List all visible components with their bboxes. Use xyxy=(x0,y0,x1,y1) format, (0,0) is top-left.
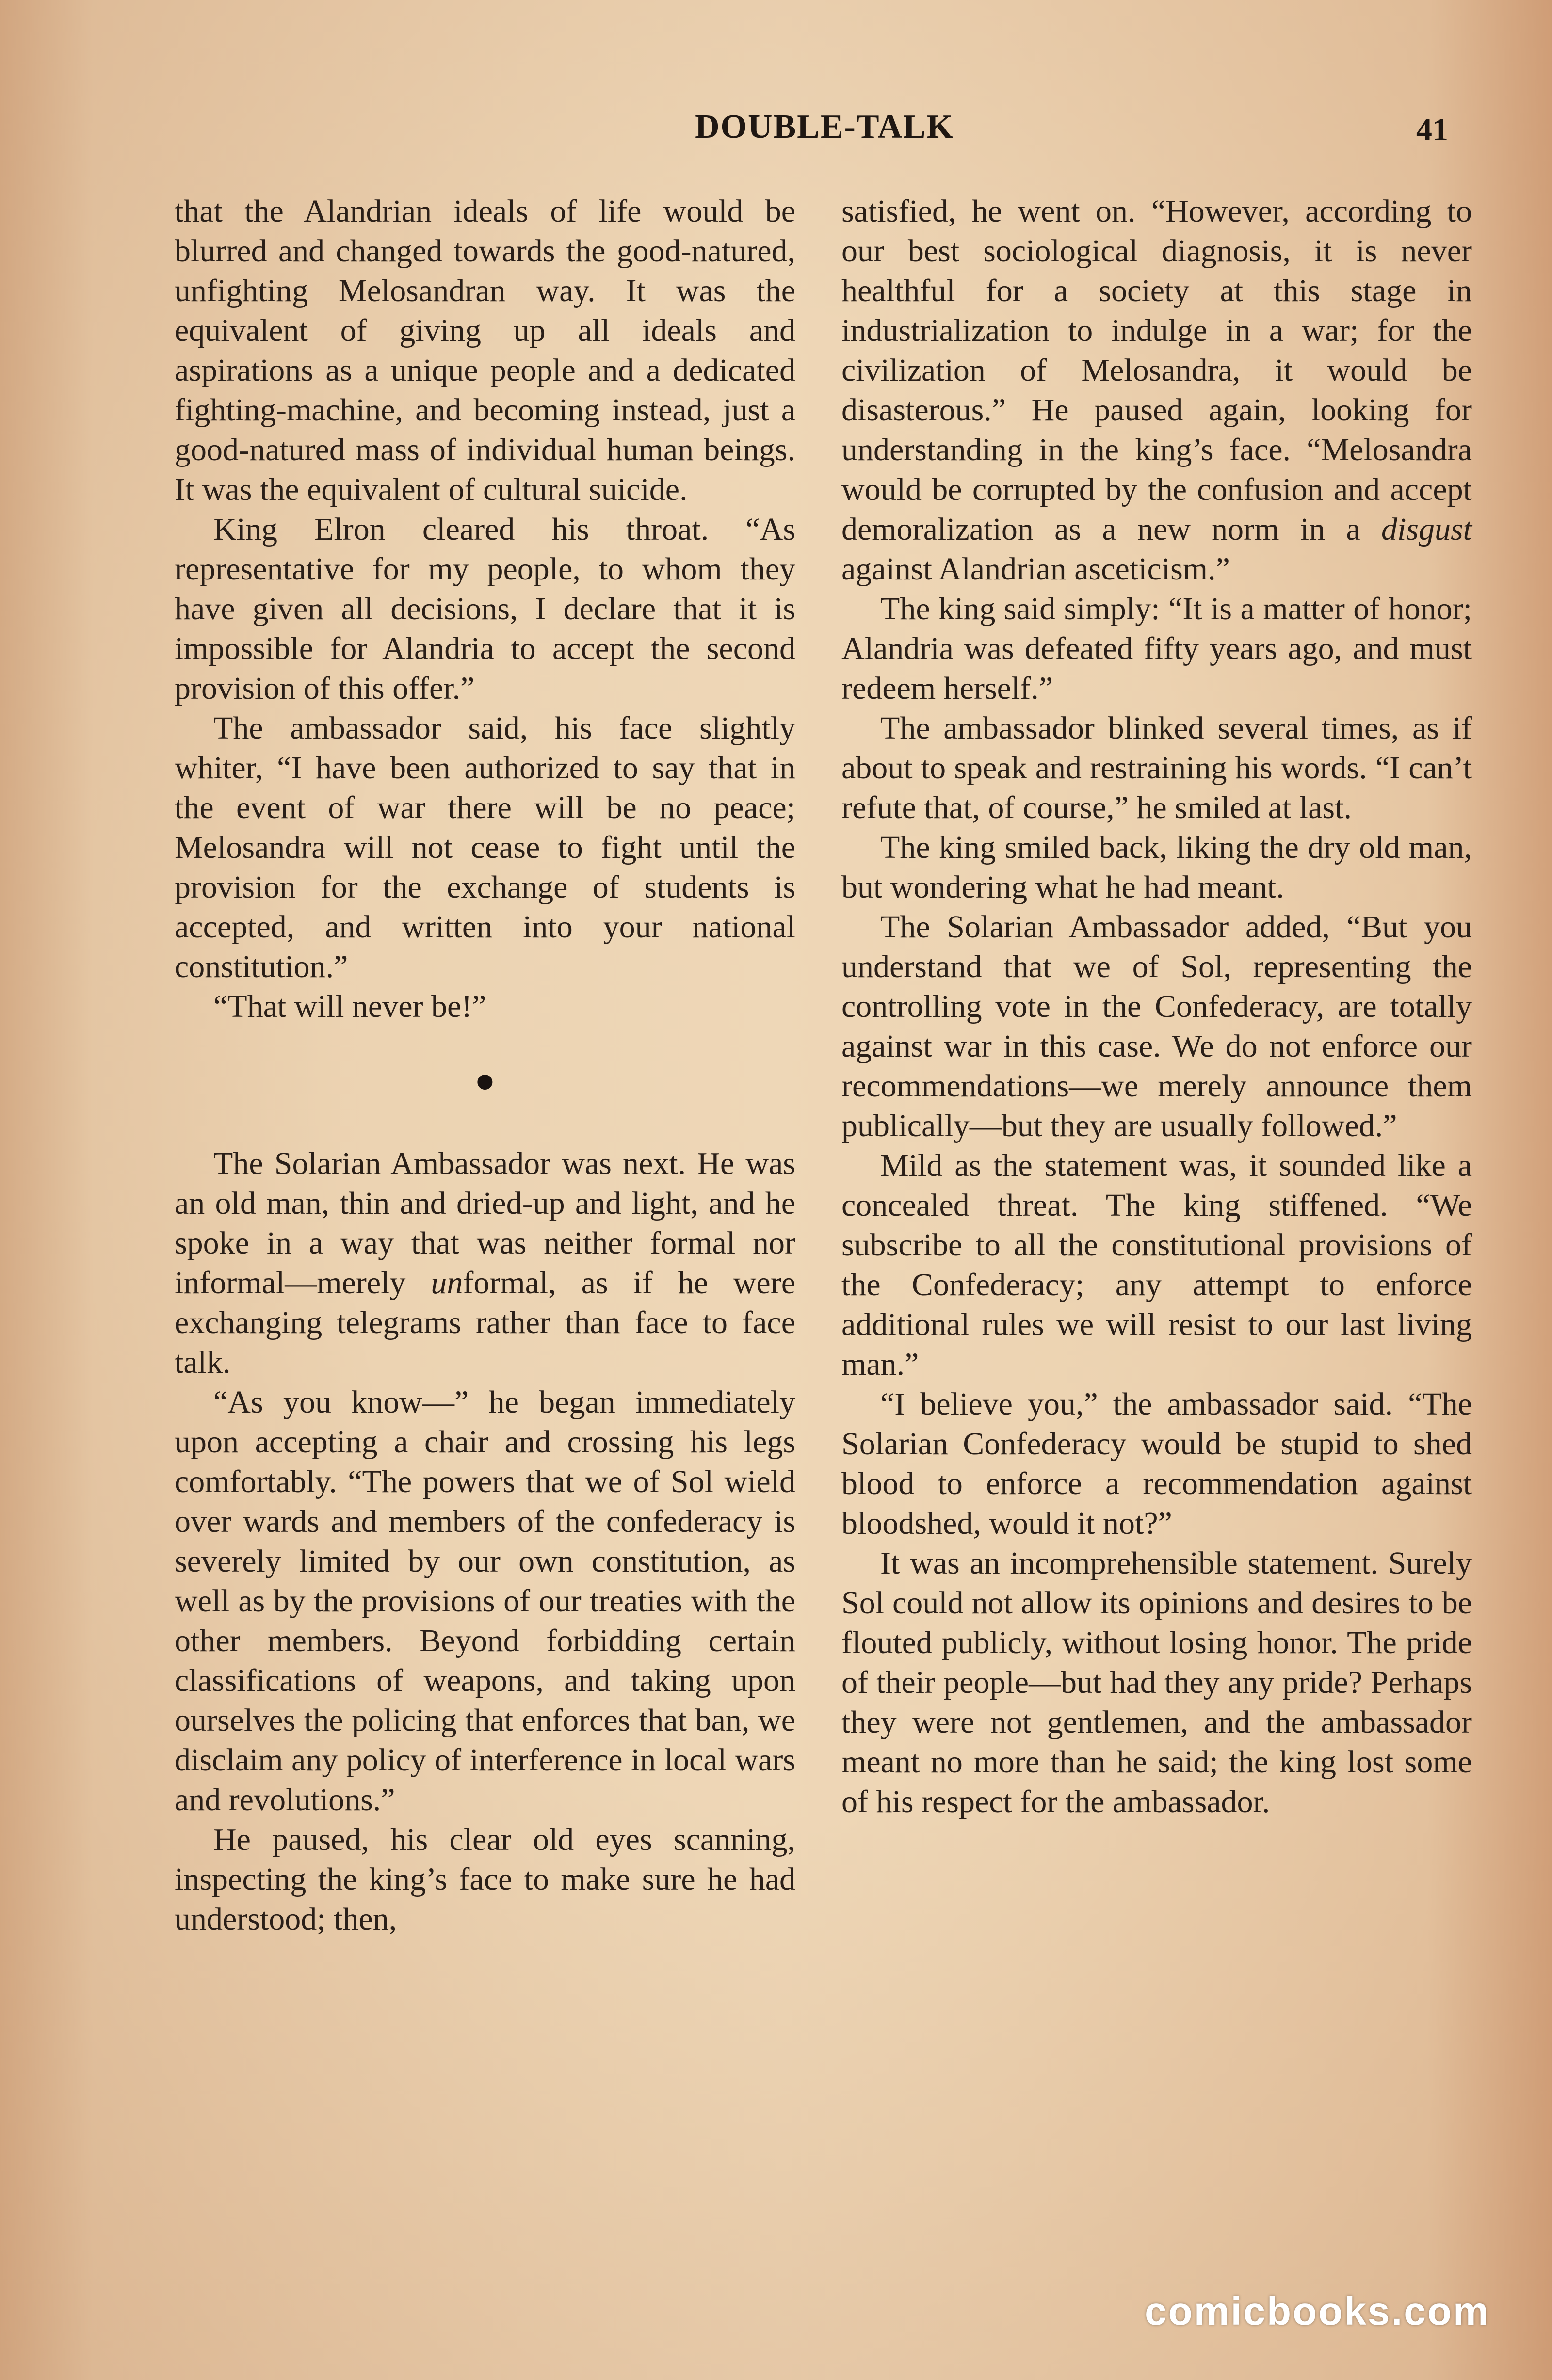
paragraph: “That will never be!” xyxy=(213,989,486,1024)
left-column xyxy=(175,192,795,1939)
site-watermark: comicbooks.com xyxy=(1145,2289,1490,2333)
paragraph: The ambassador said, his face slightly whiter, “I have been authorized to say that in the event of war there will be no peace; Melosandra will not cease to fight until the provision for the exchange of students is accepted, and written into your national constitution.” xyxy=(175,710,795,984)
paragraph: “As you know—” he began immediately upon accepting a chair and crossing his legs comfortably. “The powers that we of Sol wield over wards and members of the confederacy is severely limited by our own constitution, as well as by the provisions of our treaties with the other members. Beyond forbidding certain classifications of weapons, and taking upon ourselves the policing that enforces that ban, we disclaim any policy of interference in local wars and revolutions.” xyxy=(175,1384,795,1817)
text-run: against Alandrian asceticism.” xyxy=(841,551,1230,587)
paragraph: King Elron cleared his throat. “As representative for my people, to whom they have given all decisions, I declare that it is impossible for Alandria to accept the second provision of this offer.” xyxy=(175,512,795,706)
paragraph: Mild as the statement was, it sounded like a concealed threat. The king stiffened. “We subscribe to all the constitutional provisions of the Confederacy; any attempt to enforce additional rules we will resist to our last living man.” xyxy=(841,1148,1472,1382)
paragraph: He paused, his clear old eyes scanning, inspecting the king’s face to make sure he had understood; then, xyxy=(175,1822,795,1937)
right-column xyxy=(841,192,1472,1822)
paragraph: The king smiled back, liking the dry old man, but wondering what he had meant. xyxy=(841,830,1472,905)
section-break-bullet: ● xyxy=(474,1061,496,1100)
text-run: The Solarian Ambassador was next. He was an old man, thin and dried-up and light, and he spoke in a way that was neither formal nor informal—merely xyxy=(175,1146,795,1301)
page-header xyxy=(0,108,1552,151)
running-title: DOUBLE-TALK xyxy=(695,108,954,145)
paragraph: The Solarian Ambassador added, “But you understand that we of Sol, representing the controlling vote in the Confederacy, are totally against war in this case. We do not enforce our recommendations—we merely announce them publically—but they are usually followed.” xyxy=(841,909,1472,1143)
paragraph xyxy=(841,192,1472,589)
paragraph: “I believe you,” the ambassador said. “The Solarian Confederacy would be stupid to shed blood to enforce a recommendation against bloodshed, would it not?” xyxy=(841,1386,1472,1541)
page-number: 41 xyxy=(1416,112,1448,147)
italic-text: disgust xyxy=(1381,512,1472,547)
paragraph: The king said simply: “It is a matter of honor; Alandria was defeated fifty years ago, and must redeem herself.” xyxy=(841,591,1472,706)
paragraph: that the Alandrian ideals of life would be blurred and changed towards the good-natured, unfighting Melosandran way. It was the equivalent of giving up all ideals and aspirations as a unique people and a dedicated fighting-machine, and becoming instead, just a good-natured mass of individual human beings. It was the equivalent of cultural suicide. xyxy=(175,193,795,507)
paragraph xyxy=(175,1144,795,1383)
paragraph: It was an incomprehensible statement. Surely Sol could not allow its opinions and desires to be flouted publicly, without losing honor. The pride of their people—but had they any pride? Perhaps they were not gentlemen, and the ambassador meant no more than he said; the king lost some of his respect for the ambassador. xyxy=(841,1545,1472,1819)
paragraph: The ambassador blinked several times, as if about to speak and restraining his words. “I can’t refute that, of course,” he smiled at last. xyxy=(841,710,1472,825)
text-run: formal, as if he were exchanging telegrams rather than face to face talk. xyxy=(175,1265,795,1380)
italic-text: un xyxy=(431,1265,463,1301)
text-run: satisfied, he went on. “However, according to our best sociological diagnosis, it is never healthful for a society at this stage in industrialization to indulge in a war; for the civilization of Melosandra, it would be disasterous.” He paused again, looking for understanding in the king’s face. “Melosandra would be corrupted by the confusion and accept demoralization as a new norm in a xyxy=(841,193,1472,547)
